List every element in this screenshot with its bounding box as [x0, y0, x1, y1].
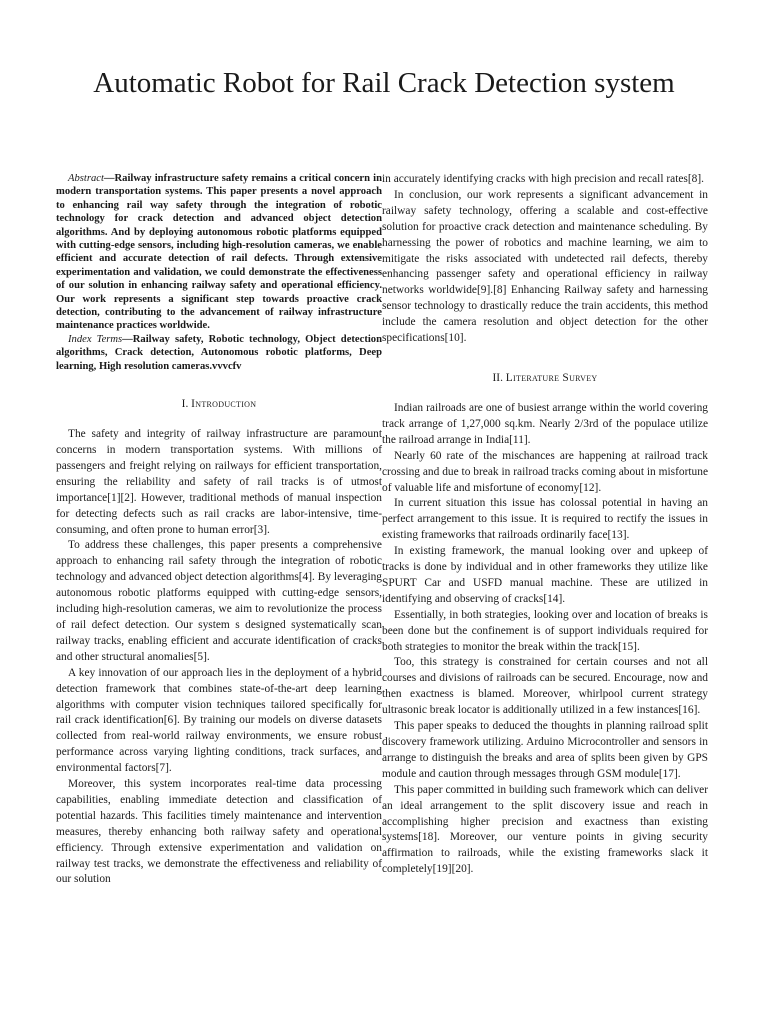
body-paragraph: Moreover, this system incorporates real-time data processing capabilities, enabling immediate detection and classification of potential hazards. This facilities timely maintenance and intervention measures, thereby enhancing both railway safety and operational efficiency. Through extensive experimentation and validation on railway test tracks, we demonstrate the effectiveness and reliability of our solution: [56, 778, 382, 886]
body-paragraph: This paper committed in building such framework which can deliver an ideal arrangement to the split discovery issue and reach in accomplishing higher precision and exactness than existing systems[18]. Moreover, our venture points in giving security affirmation to railroads, while the existing frameworks slack it completely[19][20].: [382, 783, 708, 876]
continued-paragraph: in accurately identifying cracks with high precision and recall rates[8].: [382, 173, 704, 185]
index-terms-label: Index Terms: [68, 333, 123, 345]
abstract-block: [56, 172, 382, 373]
section-title: Introduction: [191, 398, 257, 411]
body-paragraph: Essentially, in both strategies, looking over and location of breaks is been done but the confinement is of support individuals required for both strategies to monitor the break within the track[15].: [382, 608, 708, 653]
body-paragraph: Nearly 60 rate of the mischances are happening at railroad track crossing and due to break in railroad tracks coming about in misfortune of valuable life and misfortune of economy[12].: [382, 449, 708, 494]
body-paragraph: A key innovation of our approach lies in the deployment of a hybrid detection framework that combines state-of-the-art deep learning algorithms with computer vision techniques tailored specifically for rail crack identification[6]. By training our models on diverse datasets collected from real-world railway environments, we ensure robust performance across varying lighting conditions, track surfaces, and environmental factors[7].: [56, 666, 382, 775]
body-paragraph: In existing framework, the manual looking over and upkeep of tracks is done by individual and in other frameworks they utilize like SPURT Car and USFD manual machine. These are utilized in identifying and observing of cracks[14].: [382, 545, 708, 605]
abstract-label: Abstract: [68, 173, 104, 184]
index-terms-text: —Railway safety, Robotic technology, Object detection algorithms, Crack detection, Autonomous robotic platforms, Deep learning, High resolution cameras.vvvcfv: [56, 333, 382, 372]
right-column: [382, 172, 708, 878]
body-paragraph: The safety and integrity of railway infrastructure are paramount concerns in modern transportation systems. With millions of passengers and freight relying on railways for efficient transportation, ensuring the reliability and safety of rail tracks is of utmost importance[1][2]. However, traditional methods of manual inspection for detecting defects such as rail cracks are labor-intensive, time-consuming, and often prone to human error[3].: [56, 428, 382, 536]
body-paragraph: To address these challenges, this paper presents a comprehensive approach to enhancing rail safety through the integration of robotic technology and advanced object detection algorithms[4]. By leveraging autonomous robotic platforms equipped with cutting-edge sensors, including high-resolution cameras, we aim to revolutionize the process of rail defect detection. Our system s designed systematically scan railway tracks, enabling efficient and accurate identification of cracks and other structural anomalies[5].: [56, 539, 382, 663]
introduction-body: [56, 427, 382, 888]
conclusion-paragraph: In conclusion, our work represents a significant advancement in railway safety technology, offering a scalable and cost-effective solution for proactive crack detection and maintenance scheduling. By harnessing the power of robotics and machine learning, we aim to mitigate the risks associated with undetected rail defects, thereby enhancing passenger safety and operational efficiency in railway networks worldwide[9].[8] Enhancing Railway safety and harnessing sensor technology to drastically reduce the train accidents, this method include the camera resolution and object detection for the other specifications[10].: [382, 188, 708, 345]
body-paragraph: In current situation this issue has colossal potential in having an perfect arrangement to this issue. It is required to rectify the issues in existing frameworks that railroads ordinarily face[13].: [382, 497, 708, 542]
section-title: Literature Survey: [505, 371, 598, 384]
abstract-text: —Railway infrastructure safety remains a critical concern in modern transportation systems. This paper presents a novel approach to enhancing rail way safety through the integration of robotic technology for crack detection and advanced object detection algorithms. And by deploying autonomous robotic platforms equipped with cutting-edge sensors, including high-resolution cameras, we enable efficient and accurate detection of rail defects. Through extensive experimentation and validation, we could demonstrate the effectiveness of our solution in enhancing railway safety and operational efficiency. Our work represents a significant step towards proactive crack detection, contributing to the advancement of railway infrastructure maintenance practices worldwide.: [56, 173, 382, 332]
section-heading-literature-survey: II. Literature Survey: [492, 371, 598, 384]
body-paragraph: This paper speaks to deduced the thoughts in planning railroad split discovery framework utilizing. Arduino Microcontroller and sensors in arrange to distinguish the breaks and area of splits been given by GPS module and caution through messages through GSM module[17].: [382, 720, 708, 780]
body-paragraph: Too, this strategy is constrained for certain courses and not all courses and divisions of railroads can be secured. Encourage, now and then exactness is blamed. Moreover, whirlpool current strategy ultrasonic break locator is additionally utilized in a few instances[16].: [382, 656, 708, 717]
abstract-paragraph: [56, 172, 382, 333]
left-column: [56, 172, 382, 888]
section-heading-introduction: I. Introduction: [181, 398, 257, 411]
body-paragraph: Indian railroads are one of busiest arrange within the world covering track arrange of 1,27,000 sq.km. Nearly 2/3rd of the populace utilize the railroad arrange in India[11].: [382, 401, 708, 446]
paper-title: Automatic Robot for Rail Crack Detection system: [93, 67, 675, 99]
index-terms-paragraph: [56, 333, 382, 373]
